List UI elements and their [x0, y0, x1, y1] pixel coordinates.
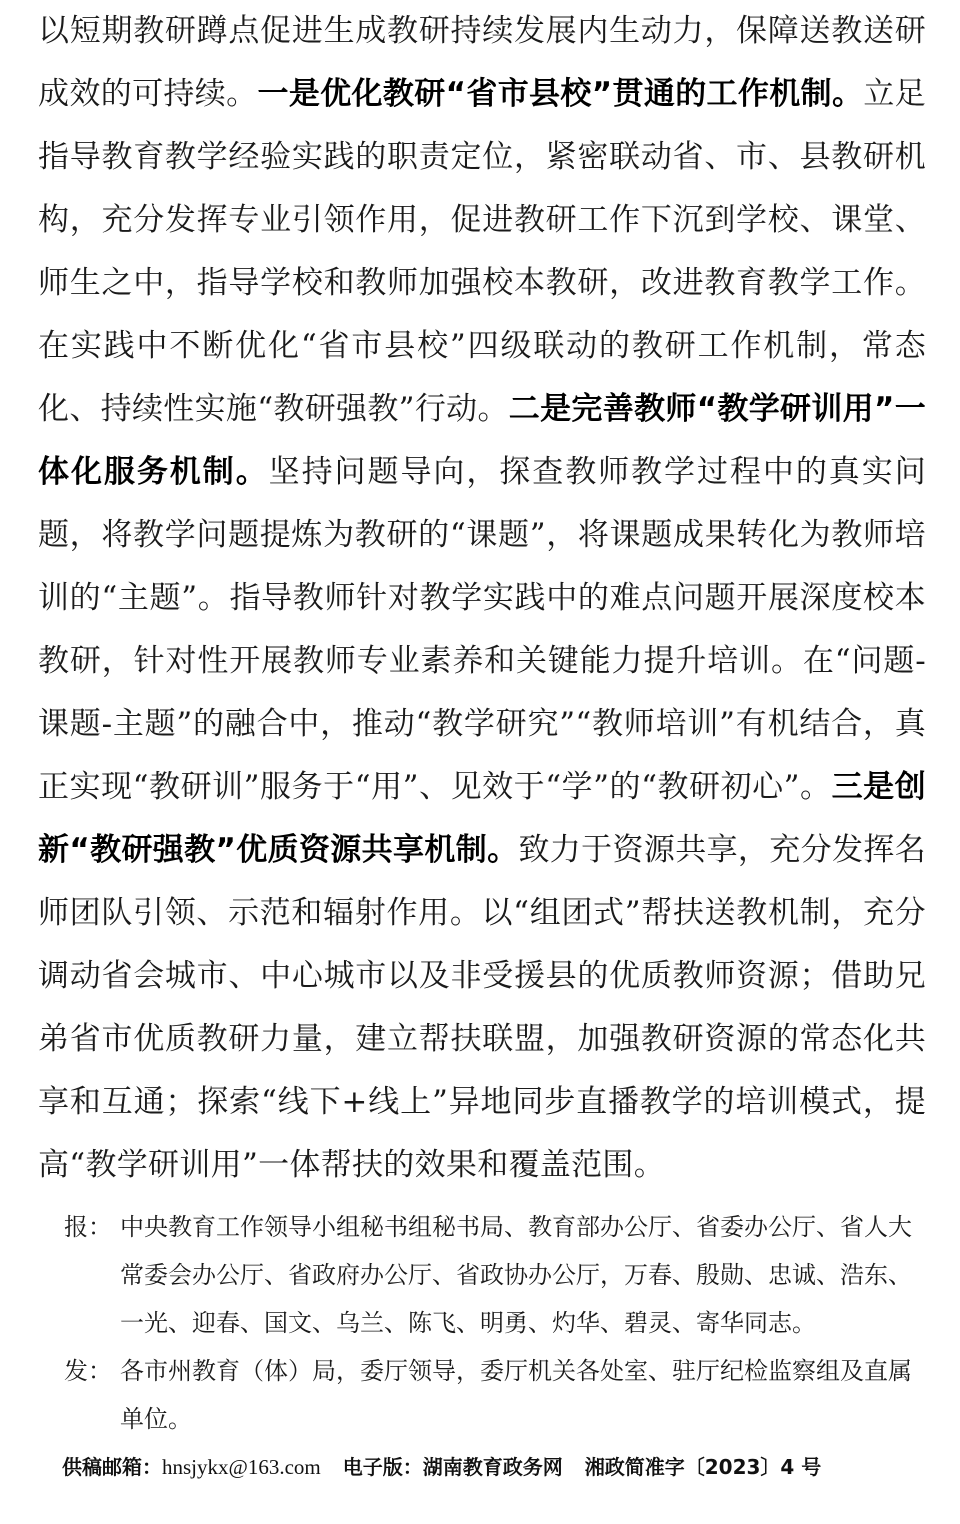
paragraph-segment: 立足指导教育教学经验实践的职责定位，紧密联动省、市、县教研机构，充分发挥专业引领作用，促进教研工作下沉到学校、课堂、师生之中，指导学校和教师加强校本教研，改进教育教学工作。在实践中不断优化“省市县校”四级联动的教研工作机制，常态化、持续性实施“教研强教”行动。: [38, 76, 926, 427]
send-recipients: 各市州教育（体）局，委厅领导，委厅机关各处室、驻厅纪检监察组及直属单位。: [120, 1357, 912, 1433]
report-recipients: 中央教育工作领导小组秘书组秘书局、教育部办公厅、省委办公厅、省人大常委会办公厅、省政府办公厅、省政协办公厅，万春、殷勋、忠诚、浩东、一光、迎春、国文、乌兰、陈飞、明勇、灼华、碧灵、寄华同志。: [120, 1213, 912, 1337]
email-link[interactable]: hnsjykx@163.com: [162, 1455, 321, 1479]
send-label: 发：: [64, 1357, 112, 1385]
paragraph-segment: 以短期教研蹲点促进生成教研持续发展内生动力，保障送教送研成效的可持续。: [38, 13, 926, 112]
paragraph-segment: 致力于资源共享，充分发挥名师团队引领、示范和辐射作用。以“组团式”帮扶送教机制，充分调动省会城市、中心城市以及非受援县的优质教师资源；借助兄弟省市优质教研力量，建立帮扶联盟，加强教研资源的常态化共享和互通；探索“线下+线上”异地同步直播教学的培训模式，提高“教学研训用”一体帮扶的效果和覆盖范围。: [38, 832, 926, 1183]
send-to-block: [64, 1347, 934, 1443]
footer-line: [62, 1452, 932, 1482]
report-to-block: [64, 1203, 934, 1347]
edition-label: 电子版：: [342, 1455, 423, 1479]
edition-source: 湖南教育政务网: [422, 1455, 563, 1479]
report-label: 报：: [64, 1213, 112, 1241]
document-number: 湘政简准字〔2023〕4 号: [584, 1455, 822, 1479]
paragraph-segment: 坚持问题导向，探查教师教学过程中的真实问题，将教学问题提炼为教研的“课题”，将课题成果转化为教师培训的“主题”。指导教师针对教学实践中的难点问题开展深度校本教研，针对性开展教师专业素养和关键能力提升培训。在“问题-课题-主题”的融合中，推动“教学研究”“教师培训”有机结合，真正实现“教研训”服务于“用”、见效于“学”的“教研初心”。: [38, 454, 926, 805]
bold-heading-2: 二是完善教师“教学研训用”一体化服务机制。: [38, 391, 926, 490]
bold-heading-1: 一是优化教研“省市县校”贯通的工作机制。: [257, 76, 864, 112]
body-paragraph: [38, 0, 926, 1197]
email-label: 供稿邮箱：: [62, 1455, 162, 1479]
bold-heading-3: 三是创新“教研强教”优质资源共享机制。: [38, 769, 927, 868]
